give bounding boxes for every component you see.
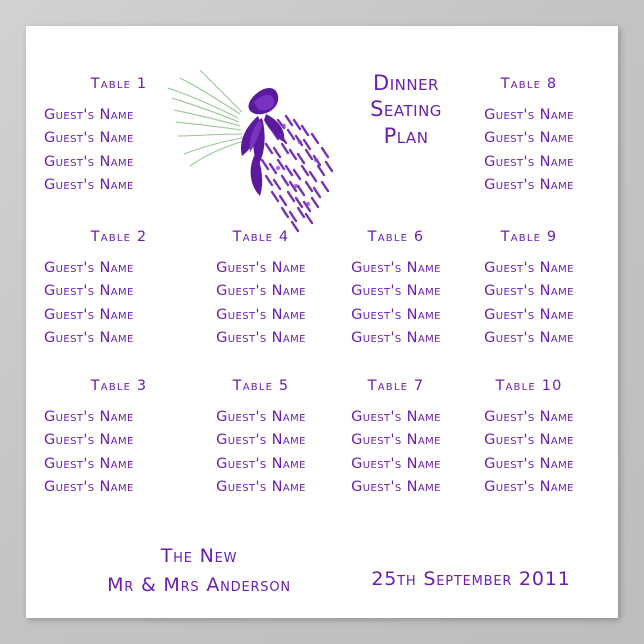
guest-name: Guest's Name [44,479,134,496]
table-block-10 [454,378,604,500]
guest-name: Guest's Name [484,130,574,147]
guest-name: Guest's Name [351,306,441,323]
table-block-7 [321,378,471,500]
table-block-6 [321,229,471,351]
guest-name: Guest's Name [44,107,134,123]
guest-list [44,257,194,351]
guest-list [321,257,471,351]
table-heading: Table 3 [90,378,148,394]
guest-name: Guest's Name [484,306,574,323]
table-block-8 [454,76,604,198]
guest-list [186,257,336,351]
guest-name: Guest's Name [484,177,574,194]
lavender-bouquet-icon [166,56,356,241]
guest-name: Guest's Name [44,153,134,170]
table-heading: Table 10 [495,378,563,394]
guest-list [186,406,336,500]
guest-name: Guest's Name [216,306,306,323]
guest-name: Guest's Name [484,432,574,449]
event-date: 25th September 2011 [371,568,571,590]
guest-name: Guest's Name [351,479,441,496]
guest-name: Guest's Name [351,330,441,347]
table-block-2 [44,229,194,351]
table-block-9 [454,229,604,351]
guest-name: Guest's Name [484,330,574,347]
guest-list [454,104,604,198]
table-block-1 [44,76,194,198]
guest-name: Guest's Name [484,479,574,496]
title-line-3: Plan [383,123,429,148]
guest-name: Guest's Name [44,306,134,323]
guest-name: Guest's Name [351,283,441,300]
guest-list [44,406,194,500]
guest-list [321,406,471,500]
guest-list [44,104,194,198]
guest-list [454,406,604,500]
guest-name: Guest's Name [44,283,134,300]
guest-name: Guest's Name [44,330,134,347]
guest-name: Guest's Name [216,283,306,300]
guest-name: Guest's Name [351,432,441,449]
guest-name: Guest's Name [216,330,306,347]
table-block-3 [44,378,194,500]
table-block-5 [186,378,336,500]
guest-name: Guest's Name [484,455,574,472]
guest-name: Guest's Name [44,177,134,194]
guest-name: Guest's Name [216,479,306,496]
guest-name: Guest's Name [351,455,441,472]
couple-line-2: Mr & Mrs Anderson [107,573,291,596]
guest-name: Guest's Name [44,409,134,425]
guest-name: Guest's Name [484,260,574,276]
guest-name: Guest's Name [216,260,306,276]
title-line-1: Dinner [373,71,439,95]
guest-name: Guest's Name [44,455,134,472]
guest-name: Guest's Name [44,432,134,449]
table-heading: Table 9 [500,229,558,245]
guest-name: Guest's Name [484,153,574,170]
table-heading: Table 2 [90,229,148,245]
table-heading: Table 7 [367,378,425,394]
guest-list [454,257,604,351]
guest-name: Guest's Name [44,260,134,276]
guest-name: Guest's Name [44,130,134,147]
title-line-2: Seating [370,97,442,122]
guest-name: Guest's Name [484,409,574,425]
seating-plan-poster [26,26,618,618]
couple-names [74,542,324,599]
table-heading: Table 6 [367,229,425,245]
table-heading: Table 8 [500,76,558,92]
guest-name: Guest's Name [484,283,574,300]
guest-name: Guest's Name [216,432,306,449]
guest-name: Guest's Name [216,455,306,472]
guest-name: Guest's Name [351,409,441,425]
guest-name: Guest's Name [484,107,574,123]
table-heading: Table 5 [232,378,290,394]
table-block-4 [186,229,336,351]
table-heading: Table 4 [232,229,290,245]
guest-name: Guest's Name [351,260,441,276]
table-heading: Table 1 [90,76,148,92]
couple-line-1: The New [160,545,238,567]
guest-name: Guest's Name [216,409,306,425]
